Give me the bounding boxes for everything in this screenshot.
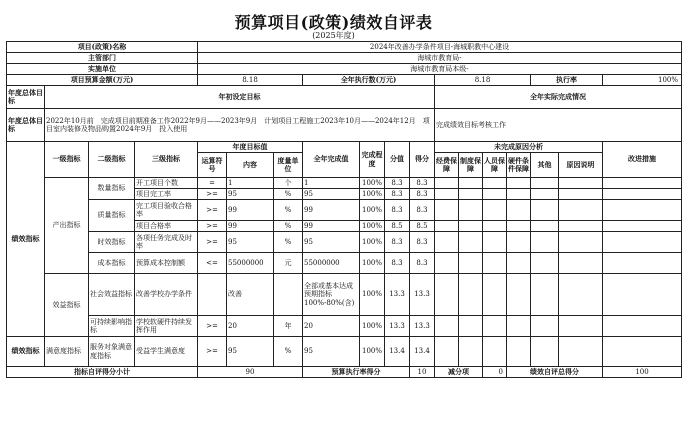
unit-cell: 年 (274, 316, 303, 337)
content-cell: 99 (227, 200, 274, 221)
evaluation-table (6, 41, 682, 378)
header-r3: 人员保障 (483, 153, 507, 178)
header-annual: 年度目标值 (198, 142, 303, 153)
degree-cell: 100% (360, 337, 385, 367)
content-cell: 20 (227, 316, 274, 337)
page-title: 预算项目(政策)绩效自评表 (234, 13, 433, 32)
header-r4: 硬件条件保障 (507, 153, 531, 178)
l2-quality: 质量指标 (89, 200, 135, 232)
content-cell: 99 (227, 221, 274, 232)
dept-value: 海城市教育局- (198, 53, 682, 64)
got-cell: 8.3 (410, 178, 435, 189)
l3-cell: 项目合格率 (135, 221, 198, 232)
output-label: 产出指标 (45, 178, 89, 274)
l2-sustainable: 可持续影响指标 (89, 316, 135, 337)
header-got: 得分 (410, 142, 435, 178)
op-cell: >= (198, 316, 227, 337)
l3-cell: 各项任务完成及时率 (135, 232, 198, 253)
l3-cell: 学校软硬件持续发挥作用 (135, 316, 198, 337)
l3-cell: 改善学校办学条件 (135, 274, 198, 316)
op-cell: >= (198, 189, 227, 200)
got-cell: 8.3 (410, 189, 435, 200)
degree-cell: 100% (360, 253, 385, 274)
l3-cell: 开工项目个数 (135, 178, 198, 189)
score-cell: 13.4 (385, 337, 410, 367)
full-cell: 95 (303, 189, 360, 200)
op-cell: >= (198, 200, 227, 221)
initial-goal-header: 年初设定目标 (45, 86, 435, 109)
unit-cell (274, 274, 303, 316)
total-label: 绩效自评总得分 (507, 367, 603, 378)
l3-cell: 预算成本控制额 (135, 253, 198, 274)
perf-label-2: 绩效指标 (7, 337, 45, 367)
unit-cell: % (274, 189, 303, 200)
degree-cell: 100% (360, 178, 385, 189)
header-l3: 三级指标 (135, 142, 198, 178)
got-cell: 8.3 (410, 253, 435, 274)
l2-cost: 成本指标 (89, 253, 135, 274)
degree-cell: 100% (360, 221, 385, 232)
unit-cell: % (274, 200, 303, 221)
got-cell: 13.3 (410, 316, 435, 337)
score-cell: 13.3 (385, 316, 410, 337)
header-score: 分值 (385, 142, 410, 178)
header-r5: 其他 (531, 153, 559, 178)
header-l1: 一级指标 (45, 142, 89, 178)
header-op: 运算符号 (198, 153, 227, 178)
content-cell: 95 (227, 337, 274, 367)
unit-cell: % (274, 221, 303, 232)
got-cell: 8.5 (410, 221, 435, 232)
header-degree: 完成程度 (360, 142, 385, 178)
rate-value: 100% (603, 75, 682, 86)
got-cell: 13.3 (410, 274, 435, 316)
actual-goal-text: 完成绩效目标考核工作 (435, 109, 682, 142)
budget-label: 项目预算金额(万元) (7, 75, 198, 86)
header-full: 全年完成值 (303, 142, 360, 178)
budget-value: 8.18 (198, 75, 303, 86)
score-cell: 8.3 (385, 232, 410, 253)
full-cell: 1 (303, 178, 360, 189)
budget-score-value: 10 (410, 367, 435, 378)
total-value: 100 (603, 367, 682, 378)
l3-cell: 受益学生满意度 (135, 337, 198, 367)
op-cell: = (198, 178, 227, 189)
benefit-label: 效益指标 (45, 274, 89, 337)
goal-header-label: 年度总体目标 (7, 86, 45, 109)
exec-label: 全年执行数(万元) (303, 75, 435, 86)
header-r2: 制度保障 (459, 153, 483, 178)
degree-cell: 100% (360, 232, 385, 253)
l3-cell: 项目完工率 (135, 189, 198, 200)
score-cell: 8.3 (385, 178, 410, 189)
unit-cell: % (274, 232, 303, 253)
unit-cell: % (274, 337, 303, 367)
score-cell: 8.3 (385, 253, 410, 274)
got-cell: 13.4 (410, 337, 435, 367)
op-cell (198, 274, 227, 316)
unit-label: 实施单位 (7, 64, 198, 75)
dept-label: 主管部门 (7, 53, 198, 64)
header-content: 内容 (227, 153, 274, 178)
l2-quantity: 数量指标 (89, 178, 135, 200)
header-reason: 未完成原因分析 (435, 142, 603, 153)
score-cell: 8.3 (385, 189, 410, 200)
header-l2: 二级指标 (89, 142, 135, 178)
exec-value: 8.18 (435, 75, 531, 86)
full-cell: 20 (303, 316, 360, 337)
content-cell: 95 (227, 189, 274, 200)
rate-label: 执行率 (531, 75, 603, 86)
actual-goal-header: 全年实际完成情况 (435, 86, 682, 109)
subtotal-value: 90 (198, 367, 303, 378)
l2-timeliness: 时效指标 (89, 232, 135, 253)
op-cell: >= (198, 232, 227, 253)
project-name-label: 项目(政策)名称 (7, 42, 198, 53)
full-cell: 95 (303, 337, 360, 367)
content-cell: 1 (227, 178, 274, 189)
unit-cell: 元 (274, 253, 303, 274)
degree-cell: 100% (360, 316, 385, 337)
perf-label: 绩效指标 (7, 142, 45, 337)
l2-social: 社会效益指标 (89, 274, 135, 316)
header-r1: 经费保障 (435, 153, 459, 178)
op-cell: >= (198, 337, 227, 367)
content-cell: 55000000 (227, 253, 274, 274)
unit-value: 海城市教育局本级- (198, 64, 682, 75)
header-unit: 度量单位 (274, 153, 303, 178)
got-cell: 8.3 (410, 200, 435, 221)
initial-goal-text: 2022年10月前 完成项目前期准备工作2022年9月——2023年9月 计划项目工程施工2023年10月——2024年12月 项目室内装修及物品购置2024年9月 投入使用 (45, 109, 435, 142)
l3-cell: 完工项目验收合格率 (135, 200, 198, 221)
deduct-label: 减分项 (435, 367, 483, 378)
degree-cell: 100% (360, 189, 385, 200)
full-cell: 55000000 (303, 253, 360, 274)
project-name-value: 2024年改善办学条件项目-海城职教中心建设 (198, 42, 682, 53)
content-cell: 改善 (227, 274, 274, 316)
full-cell: 99 (303, 221, 360, 232)
content-cell: 95 (227, 232, 274, 253)
header-measure: 改进措施 (603, 142, 682, 178)
score-cell: 8.5 (385, 221, 410, 232)
goal-row-label: 年度总体目标 (7, 109, 45, 142)
subtotal-label: 指标自评得分小计 (7, 367, 198, 378)
satisfaction-label: 满意度指标 (45, 337, 89, 367)
full-cell: 95 (303, 232, 360, 253)
got-cell: 8.3 (410, 232, 435, 253)
score-cell: 13.3 (385, 274, 410, 316)
header-r6: 原因说明 (559, 153, 603, 178)
op-cell: >= (198, 221, 227, 232)
budget-score-label: 预算执行率得分 (303, 367, 410, 378)
score-cell: 8.3 (385, 200, 410, 221)
degree-cell: 100% (360, 200, 385, 221)
degree-cell: 100% (360, 274, 385, 316)
l2-service: 服务对象满意度指标 (89, 337, 135, 367)
report-year: (2025年度) (312, 31, 355, 40)
full-cell: 99 (303, 200, 360, 221)
full-cell: 全部或基本达成预期指标100%-80%(含) (303, 274, 360, 316)
op-cell: <= (198, 253, 227, 274)
unit-cell: 个 (274, 178, 303, 189)
deduct-value: 0 (483, 367, 507, 378)
